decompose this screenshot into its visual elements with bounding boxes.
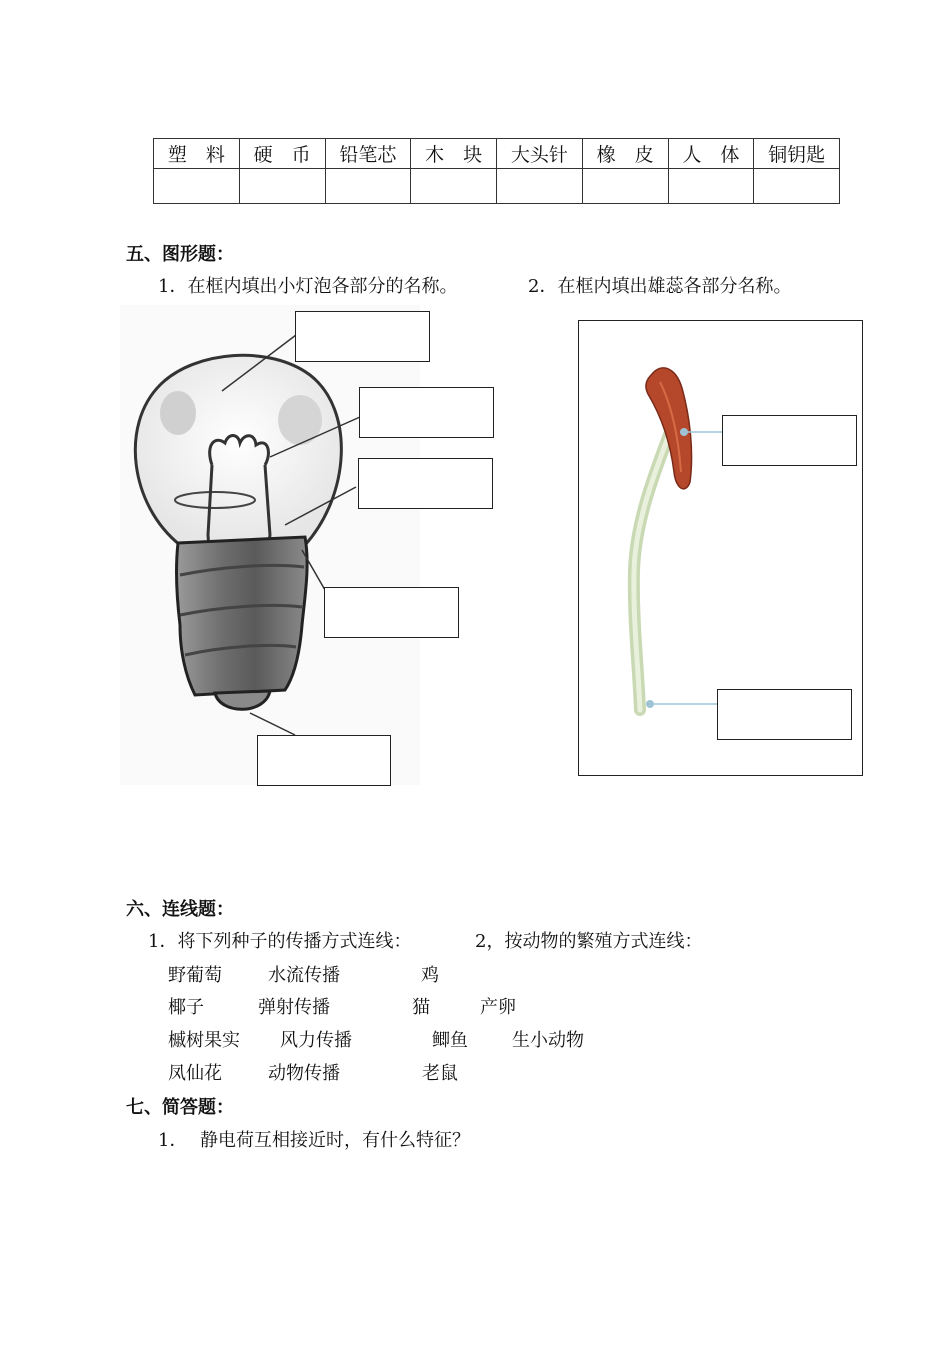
stamen-answer-box-anther[interactable] — [722, 415, 857, 466]
plant-item[interactable]: 野葡萄 — [168, 965, 222, 986]
animal-item[interactable]: 鲫鱼 — [432, 1030, 468, 1051]
material-cell: 大头针 — [497, 139, 583, 169]
answer-row[interactable] — [154, 169, 840, 204]
answer-cell[interactable] — [411, 169, 497, 204]
bulb-answer-box-filament[interactable] — [359, 387, 494, 438]
material-cell: 塑 料 — [154, 139, 240, 169]
plant-item[interactable]: 椰子 — [168, 997, 204, 1018]
method-item[interactable]: 水流传播 — [268, 965, 340, 986]
material-cell: 铜钥匙 — [754, 139, 840, 169]
section6-question2: 2，按动物的繁殖方式连线： — [475, 931, 703, 952]
animal-item[interactable]: 老鼠 — [422, 1063, 458, 1084]
material-cell: 铅笔芯 — [325, 139, 411, 169]
section7-title: 七、简答题： — [126, 1097, 234, 1118]
plant-item[interactable]: 凤仙花 — [168, 1063, 222, 1084]
materials-table — [153, 138, 840, 204]
answer-cell[interactable] — [239, 169, 325, 204]
light-bulb-illustration — [120, 305, 420, 785]
reproduction-item[interactable]: 产卵 — [480, 997, 516, 1018]
section6-title: 六、连线题： — [126, 899, 234, 920]
reproduction-item[interactable]: 生小动物 — [512, 1030, 584, 1051]
material-cell: 硬 币 — [239, 139, 325, 169]
section5-title: 五、图形题： — [126, 244, 234, 265]
method-item[interactable]: 风力传播 — [280, 1030, 352, 1051]
section5-question2: 2．在框内填出雄蕊各部分名称。 — [528, 276, 792, 297]
section7-question1: 静电荷互相接近时，有什么特征？ — [200, 1130, 470, 1151]
bulb-answer-box-contact[interactable] — [257, 735, 391, 786]
method-item[interactable]: 弹射传播 — [258, 997, 330, 1018]
material-cell: 木 块 — [411, 139, 497, 169]
material-cell: 橡 皮 — [582, 139, 668, 169]
section5-question1: 1．在框内填出小灯泡各部分的名称。 — [158, 276, 458, 297]
plant-item[interactable]: 槭树果实 — [168, 1030, 240, 1051]
answer-cell[interactable] — [582, 169, 668, 204]
bulb-answer-box-glass[interactable] — [295, 311, 430, 362]
answer-cell[interactable] — [325, 169, 411, 204]
answer-cell[interactable] — [668, 169, 754, 204]
answer-cell[interactable] — [754, 169, 840, 204]
section6-question1: 1．将下列种子的传播方式连线： — [148, 931, 412, 952]
section7-question1-number: 1． — [158, 1130, 188, 1151]
material-cell: 人 体 — [668, 139, 754, 169]
stamen-answer-box-filament[interactable] — [717, 689, 852, 740]
animal-item[interactable]: 鸡 — [421, 965, 439, 986]
bulb-answer-box-base[interactable] — [324, 587, 459, 638]
answer-cell[interactable] — [154, 169, 240, 204]
animal-item[interactable]: 猫 — [412, 997, 430, 1018]
materials-header-row — [154, 139, 840, 169]
method-item[interactable]: 动物传播 — [268, 1063, 340, 1084]
bulb-answer-box-wire[interactable] — [358, 458, 493, 509]
answer-cell[interactable] — [497, 169, 583, 204]
